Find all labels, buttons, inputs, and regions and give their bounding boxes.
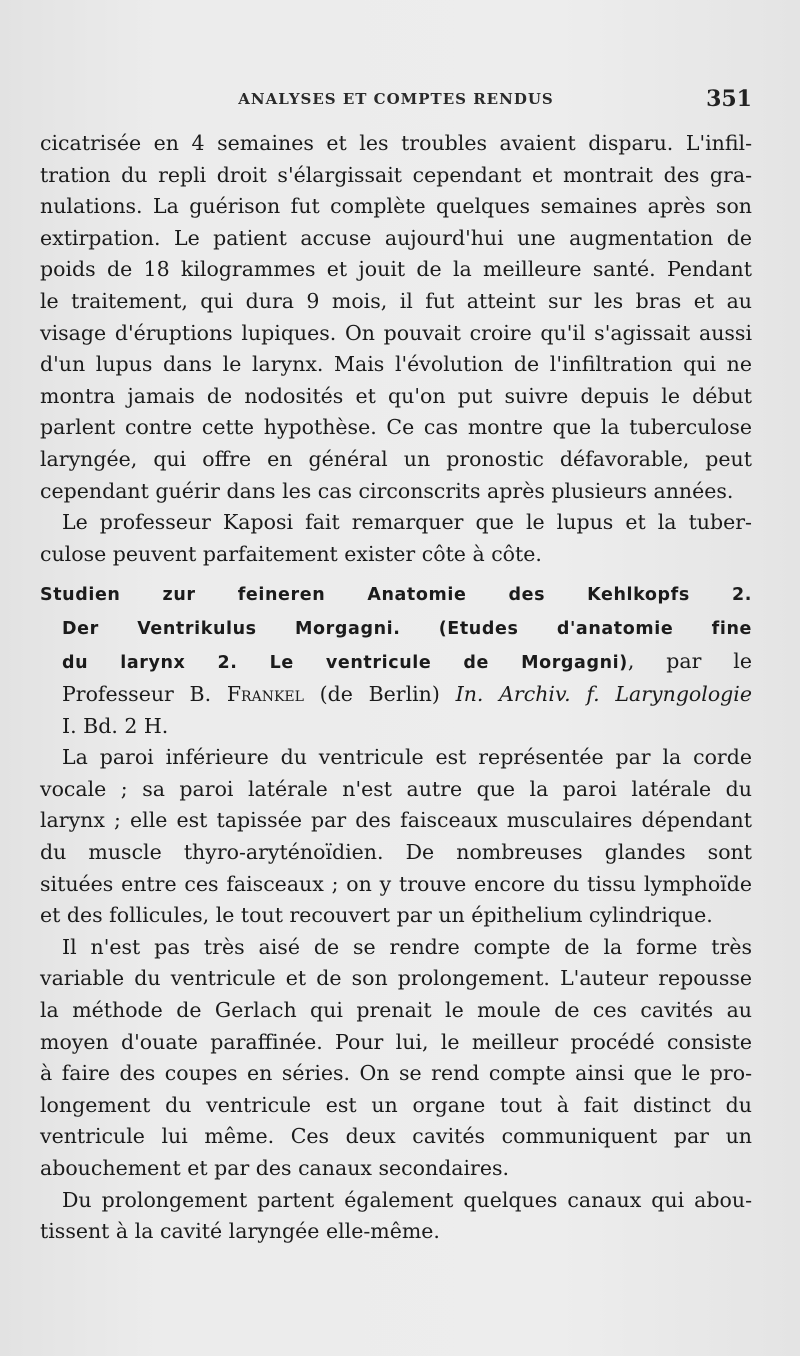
text-line: culose peuvent parfaitement exister côte à côte. <box>40 541 542 566</box>
text-line <box>40 646 752 680</box>
text-line: abouchement et par des canaux secondaires. <box>40 1156 510 1180</box>
text-line: longement du ventricule est un organe tout à fait distinct du <box>40 1092 752 1117</box>
text-line <box>40 679 752 711</box>
paragraph-5 <box>40 1185 752 1248</box>
article-title-german-2: Der Ventrikulus Morgagni. <box>62 618 401 639</box>
article-title-german: Studien zur feineren Anatomie des Kehlkopfs 2. <box>40 585 752 606</box>
text-fragment: Professeur B. <box>62 682 227 707</box>
text-line: extirpation. Le patient accuse aujourd'hui une augmentation de <box>40 225 752 250</box>
text-line: visage d'éruptions lupiques. On pouvait croire qu'il s'agissait aussi <box>40 320 752 345</box>
text-line: Il n'est pas très aisé de se rendre compte de la forme très <box>62 934 752 959</box>
text-line: nulations. La guérison fut complète quelques semaines après son <box>40 194 752 219</box>
text-line: Du prolongement partent également quelques canaux qui abou- <box>62 1187 752 1212</box>
page-header <box>40 86 752 116</box>
page-number: 351 <box>706 86 752 112</box>
text-line: à faire des coupes en séries. On se rend compte ainsi que le pro- <box>40 1061 752 1086</box>
text-line: le traitement, qui dura 9 mois, il fut atteint sur les bras et au <box>40 288 752 313</box>
author-name: Frankel <box>226 682 304 707</box>
text-line: ventricule lui même. Ces deux cavités communiquent par un <box>40 1124 752 1149</box>
text-line: La paroi inférieure du ventricule est représentée par la corde <box>62 745 752 770</box>
paragraph-3 <box>40 742 752 932</box>
text-line: tissent à la cavité laryngée elle-même. <box>40 1219 440 1244</box>
article-heading <box>40 580 752 742</box>
body-text <box>40 128 752 1248</box>
article-title-french: (Etudes d'anatomie fine <box>438 618 753 639</box>
paragraph-2 <box>40 507 752 570</box>
text-line: du muscle thyro-aryténoïdien. De nombreuses glandes sont <box>40 840 752 865</box>
text-line: situées entre ces faisceaux ; on y trouve encore du tissu lymphoïde <box>40 871 752 896</box>
text-line: la méthode de Gerlach qui prenait le moule de ces cavités au <box>40 998 752 1023</box>
text-line: vocale ; sa paroi latérale n'est autre que la paroi latérale du <box>40 776 752 801</box>
text-line: parlent contre cette hypothèse. Ce cas montre que la tuberculose <box>40 415 752 440</box>
text-line: montra jamais de nodosités et qu'on put suivre depuis le début <box>40 383 752 408</box>
text-line: variable du ventricule et de son prolongement. L'auteur repousse <box>40 966 752 991</box>
text-line: Le professeur Kaposi fait remarquer que le lupus et la tuber- <box>62 510 752 535</box>
text-line: cicatrisée en 4 semaines et les troubles avaient disparu. L'infil- <box>40 131 752 155</box>
text-line: poids de 18 kilogrammes et jouit de la meilleure santé. Pendant <box>40 257 752 282</box>
text-line: tration du repli droit s'élargissait cependant et montrait des gra- <box>40 162 752 187</box>
text-line: d'un lupus dans le larynx. Mais l'évolution de l'infiltration qui ne <box>40 352 752 377</box>
text-line: I. Bd. 2 H. <box>62 713 169 738</box>
text-line: et des follicules, le tout recouvert par un épithelium cylindrique. <box>40 903 713 928</box>
text-line <box>40 612 752 646</box>
text-line: cependant guérir dans les cas circonscrits après plusieurs années. <box>40 478 734 503</box>
article-title-french-2: du larynx 2. Le ventricule de Morgagni) <box>62 652 628 673</box>
paragraph-4 <box>40 932 752 1185</box>
text-line: moyen d'ouate paraffinée. Pour lui, le meilleur procédé consiste <box>40 1029 752 1054</box>
running-head: ANALYSES ET COMPTES RENDUS <box>238 90 554 108</box>
text-line: laryngée, qui offre en général un pronostic défavorable, peut <box>40 446 752 471</box>
text-fragment: (de Berlin) <box>303 682 456 707</box>
journal-name: In. Archiv. f. Laryngologie <box>455 682 752 707</box>
paragraph-1 <box>40 128 752 507</box>
text-line: larynx ; elle est tapissée par des faisceaux musculaires dépendant <box>40 808 752 833</box>
text-fragment: , par le <box>627 648 752 673</box>
